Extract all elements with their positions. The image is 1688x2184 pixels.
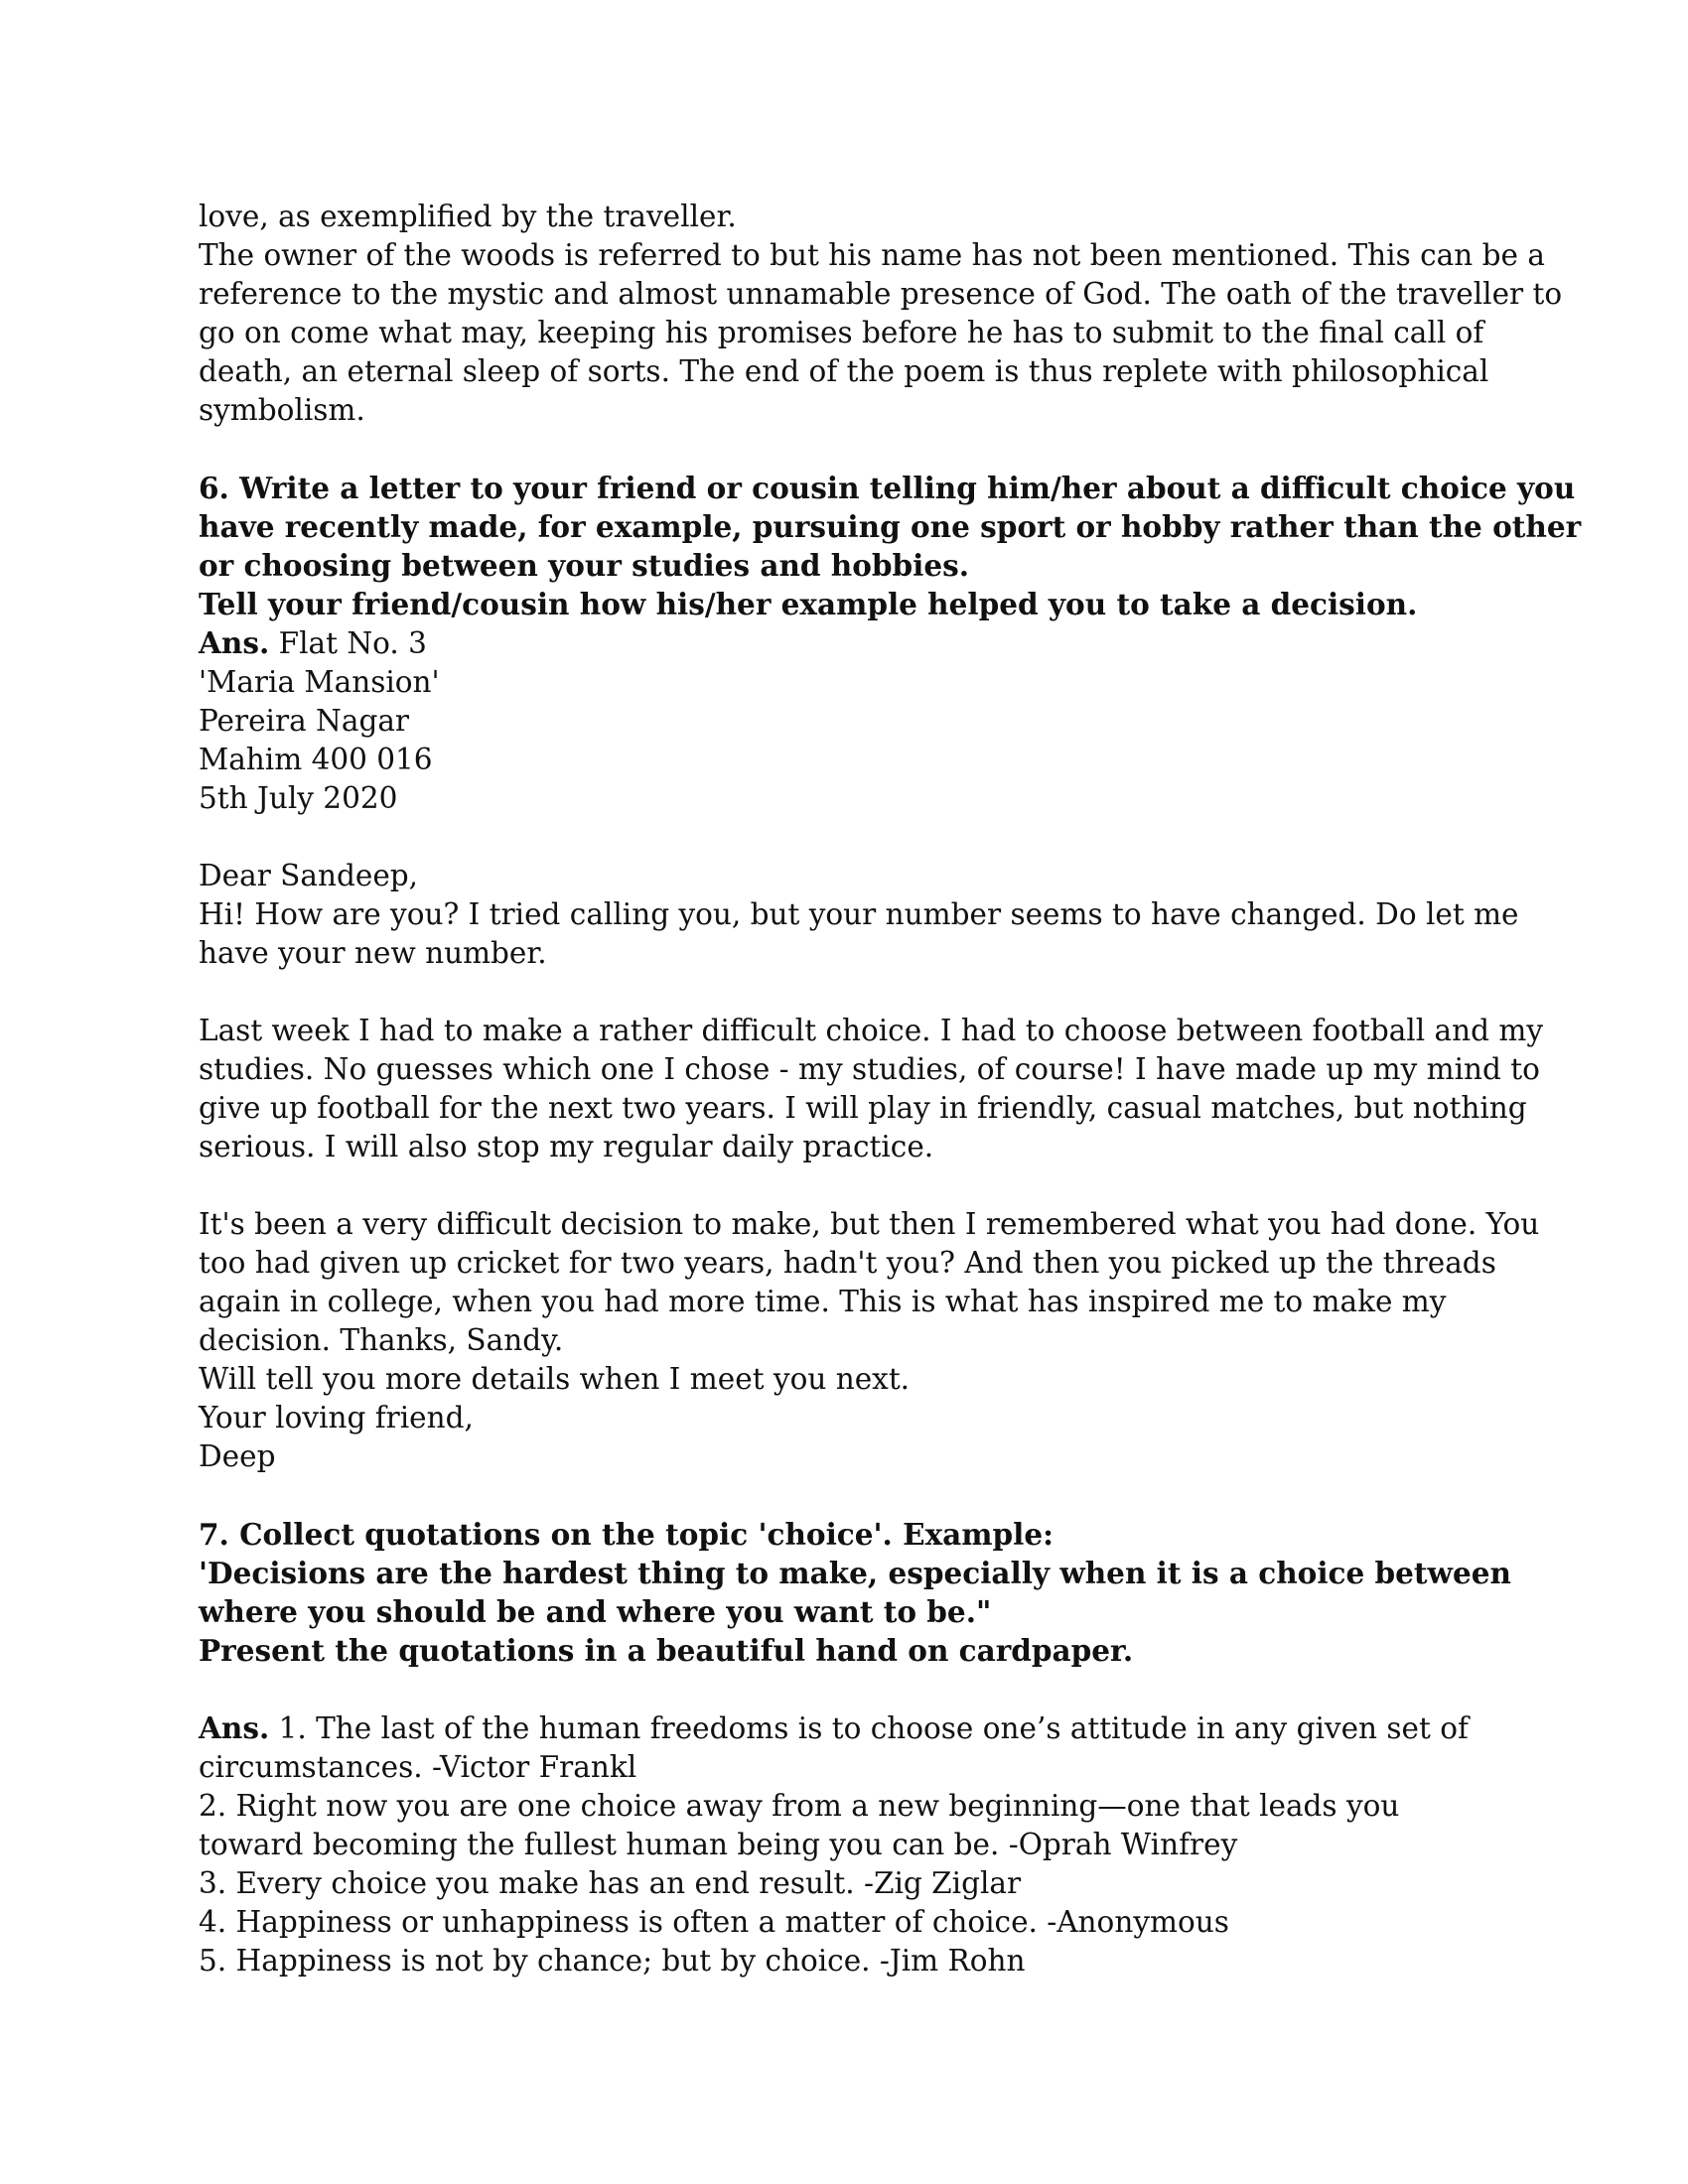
quote-text: 1. The last of the human freedoms is to choose one’s attitude in any given set of: [269, 1711, 1469, 1745]
intro-line: love, as exemplified by the traveller.: [199, 200, 737, 233]
document-page: [199, 198, 1582, 1980]
letter-line: Will tell you more details when I meet you next.: [199, 1362, 911, 1396]
spacer: [199, 818, 1499, 857]
letter-line: give up football for the next two years. I will play in friendly, casual matches, but nothing: [199, 1091, 1527, 1125]
question-6: [199, 469, 1582, 623]
letter-line: decision. Thanks, Sandy.: [199, 1323, 564, 1357]
quote-line: 2. Right now you are one choice away from a new beginning—one that leads you: [199, 1789, 1400, 1823]
address-line: 'Maria Mansion': [199, 665, 440, 699]
intro-line: The owner of the woods is referred to but his name has not been mentioned. This can be a: [199, 238, 1545, 272]
quote-line: toward becoming the fullest human being you can be. -Oprah Winfrey: [199, 1828, 1238, 1861]
intro-line: death, an eternal sleep of sorts. The end of the poem is thus replete with philosophical: [199, 354, 1489, 388]
intro-line: go on come what may, keeping his promises before he has to submit to the final call of: [199, 316, 1484, 349]
letter-line: again in college, when you had more time. This is what has inspired me to make my: [199, 1285, 1447, 1318]
question-7-line: 7. Collect quotations on the topic 'choice'. Example:: [199, 1517, 1054, 1552]
quote-line: 4. Happiness or unhappiness is often a matter of choice. -Anonymous: [199, 1905, 1229, 1939]
letter-line: It's been a very difficult decision to make, but then I remembered what you had done. You: [199, 1207, 1540, 1241]
question-7-line: 'Decisions are the hardest thing to make, especially when it is a choice between: [199, 1556, 1511, 1590]
quote-line: 3. Every choice you make has an end result. -Zig Ziglar: [199, 1866, 1022, 1900]
intro-paragraph: [199, 198, 1563, 430]
letter-line: too had given up cricket for two years, hadn't you? And then you picked up the threads: [199, 1246, 1496, 1280]
quote-line: circumstances. -Victor Frankl: [199, 1750, 637, 1784]
letter-body-3: [199, 1205, 1540, 1476]
letter-body-2: [199, 1012, 1544, 1166]
question-7: [199, 1515, 1511, 1670]
question-7-line: Present the quotations in a beautiful hand on cardpaper.: [199, 1633, 1134, 1668]
question-7-line: where you should be and where you want to be.": [199, 1594, 992, 1629]
letter-line: serious. I will also stop my regular daily practice.: [199, 1130, 934, 1163]
letter-line: Last week I had to make a rather difficult choice. I had to choose between football and my: [199, 1014, 1544, 1047]
quote-line: 5. Happiness is not by chance; but by choice. -Jim Rohn: [199, 1944, 1026, 1978]
answer-7-quotations: [199, 1708, 1499, 1980]
letter-body-1: [199, 857, 1519, 973]
letter-closing: Your loving friend,: [199, 1401, 474, 1434]
address-line: Mahim 400 016: [199, 743, 433, 776]
question-6-line: 6. Write a letter to your friend or cousin telling him/her about a difficult choice you: [199, 471, 1576, 505]
spacer: [199, 1476, 1499, 1515]
answer-label: Ans.: [199, 1710, 270, 1745]
spacer: [199, 1166, 1499, 1205]
letter-line: studies. No guesses which one I chose - my studies, of course! I have made up my mind to: [199, 1052, 1540, 1086]
letter-line: Hi! How are you? I tried calling you, but your number seems to have changed. Do let me: [199, 897, 1519, 931]
address-line: Pereira Nagar: [199, 704, 410, 738]
spacer: [199, 1670, 1499, 1708]
question-6-line: Tell your friend/cousin how his/her example helped you to take a decision.: [199, 587, 1418, 621]
letter-line: have your new number.: [199, 936, 547, 970]
intro-line: symbolism.: [199, 393, 365, 427]
quote-line: [199, 1708, 1499, 1748]
answer-6-address: [199, 623, 1499, 818]
answer-label: Ans.: [199, 625, 270, 660]
spacer: [199, 430, 1499, 469]
address-flat: Flat No. 3: [269, 626, 427, 660]
address-line: [199, 623, 1499, 663]
question-6-line: have recently made, for example, pursuing one sport or hobby rather than the other: [199, 509, 1582, 544]
question-6-line: or choosing between your studies and hobbies.: [199, 548, 970, 583]
letter-signature: Deep: [199, 1439, 276, 1473]
spacer: [199, 973, 1499, 1012]
letter-date: 5th July 2020: [199, 781, 398, 815]
intro-line: reference to the mystic and almost unnamable presence of God. The oath of the traveller to: [199, 277, 1563, 311]
letter-salutation: Dear Sandeep,: [199, 859, 419, 892]
